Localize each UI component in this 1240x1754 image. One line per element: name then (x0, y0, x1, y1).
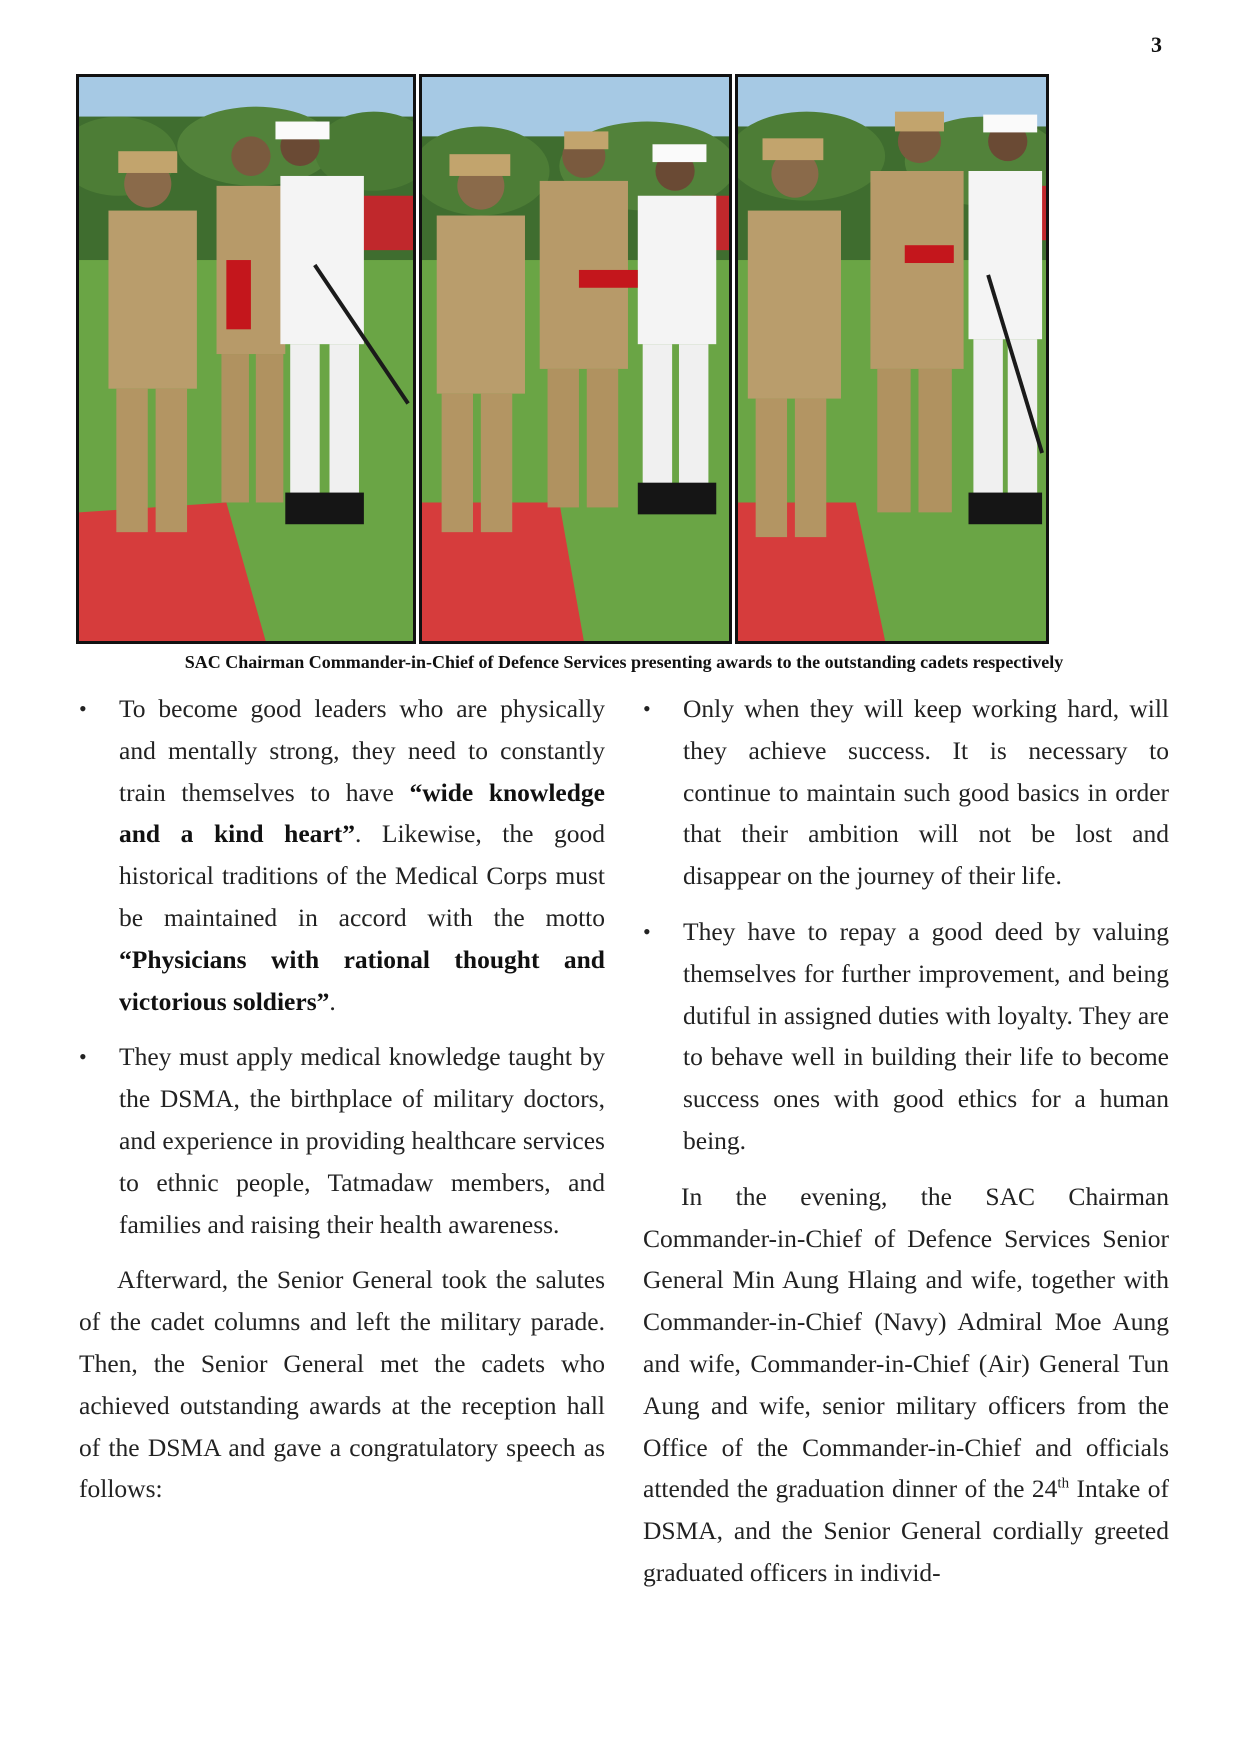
superscript-th: th (1057, 1475, 1070, 1492)
paragraph-afterward: Afterward, the Senior General took the salutes of the cadet columns and left the military parade. Then, the Senior General met the cadets who achieved outstanding awards at the reception hall of the DSMA and gave a congratulatory speech as follows: (79, 1265, 605, 1504)
award-photo-3 (735, 74, 1049, 644)
bold-quote-knowledge: “wide knowledge and a kind heart” (119, 777, 605, 849)
page-number: 3 (1151, 32, 1162, 57)
award-photo-2 (419, 74, 732, 644)
bullet-leaders (79, 688, 605, 1022)
paragraph-text: Intake of DSMA, and the Senior General cordially greeted graduated officers in individ- (643, 1474, 1169, 1587)
left-column (79, 688, 605, 1510)
right-column (643, 688, 1169, 1594)
paragraph-text: In the evening, the SAC Chairman Commander-in-Chief of Defence Services Senior General Min Aung Hlaing and wife, together with Commander-in-Chief (Navy) Admiral Moe Aung and wife, Commander-in-Chief (Air) General Tun Aung and wife, senior military officers from the Office of the Commander-in-Chief and officials attended the graduation dinner of the 24 (643, 1181, 1169, 1504)
bold-quote-motto: “Physicians with rational thought and victorious soldiers” (119, 944, 605, 1016)
bullet-text: To become good leaders who are physically and mentally strong, they need to constantly train themselves to have (119, 694, 605, 807)
photo-caption: SAC Chairman Commander-in-Chief of Defence Services presenting awards to the outstanding cadets respectively (184, 652, 1064, 672)
award-photo-1 (76, 74, 416, 644)
photo-strip (76, 74, 1172, 648)
bullet-working-hard: • Only when they will keep working hard, will they achieve success. It is necessary to continue to maintain such good basics in order that their ambition will not be lost and disappear on the journey of their life. (643, 688, 1169, 897)
bullet-text: . Likewise, the good historical traditions of the Medical Corps must be maintained in accord with the motto (119, 819, 605, 932)
bullet-text: . (329, 986, 336, 1016)
bullet-medical-knowledge: • They must apply medical knowledge taught by the DSMA, the birthplace of military doctors, and experience in providing healthcare services to ethnic people, Tatmadaw members, and families and raising their health awareness. (79, 1036, 605, 1245)
bullet-repay-deed: • They have to repay a good deed by valuing themselves for further improvement, and being dutiful in assigned duties with loyalty. They are to behave well in building their life to become success ones with good ethics for a human being. (643, 911, 1169, 1162)
paragraph-evening (643, 1176, 1169, 1594)
